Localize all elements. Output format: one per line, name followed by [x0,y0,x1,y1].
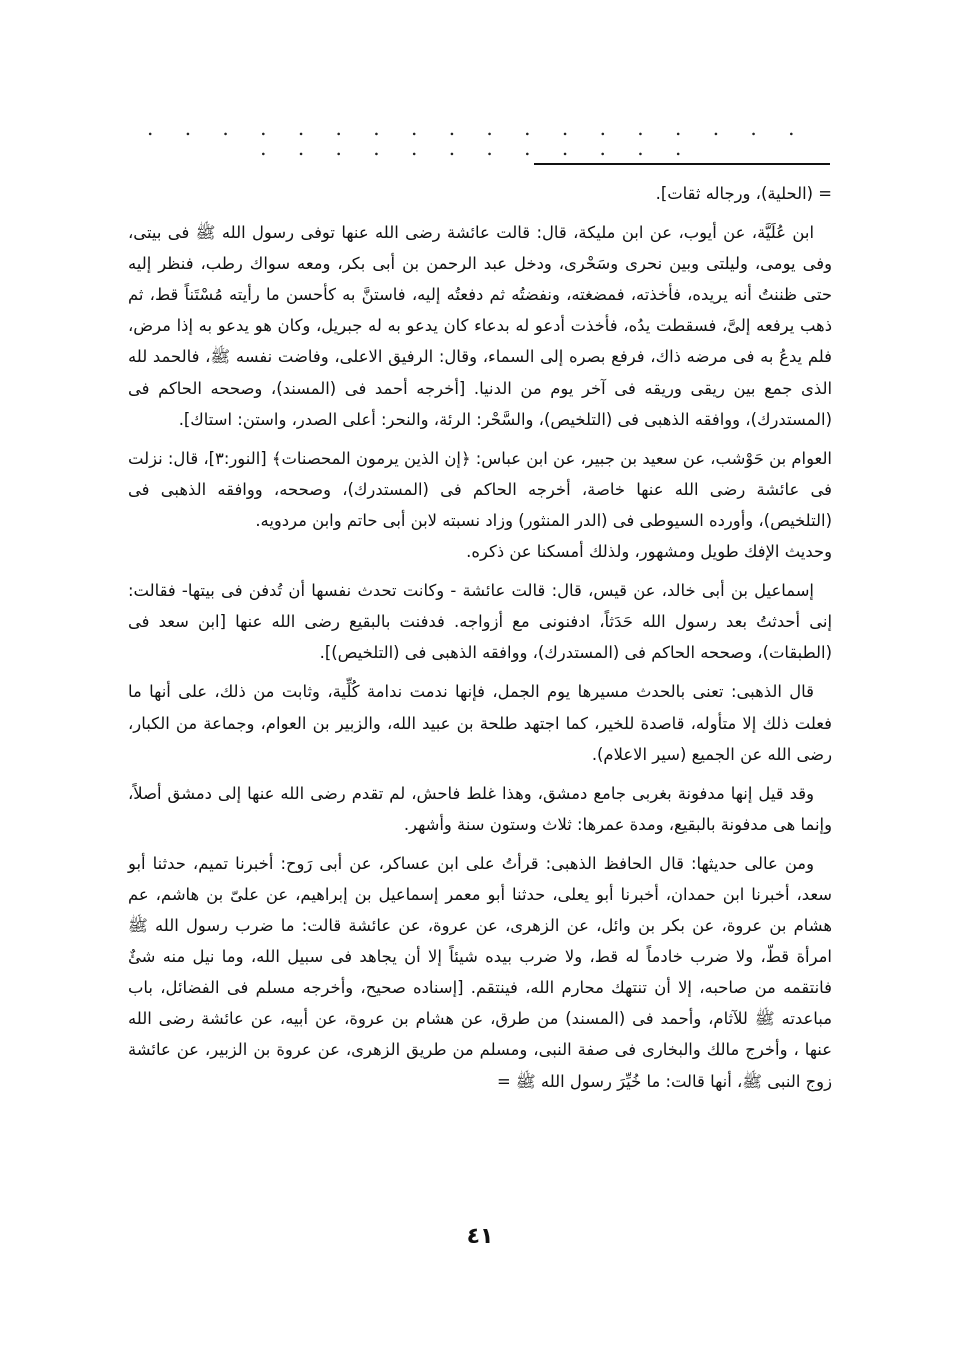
footnote-paragraph: وحديث الإفك طويل ومشهور، ولذلك أمسكنا عن ذكره. [466,542,832,562]
footnote-paragraph: إسماعيل بن أبى خالد، عن قيس، قال: قالت عائشة - وكانت تحدث نفسها أن تُدفن فى بيتها- فقالت: إنى أحدثتُ بعد رسول الله حَدَثاً، ادفنونى مع أزواجه. فدفنت بالبقيع رضى الله عنها [ابن سعد فى (الطبقات)، وصححه الحاكم فى (المستدرك)، ووافقه الذهبى فى (التلخيص)]. [128,581,832,663]
dotted-separator: . . . . . . . . . . . . . . . . . . . . . . . . . . . . . . [146,116,807,160]
footnote-paragraph: العوام بن حَوْشب، عن سعيد بن جبير، عن ابن عباس: ﴿إن الذين يرمون المحصنات﴾ [النور:٣]، قال: نزلت فى عائشة رضى الله عنها خاصة، أخرجه الحاكم فى (المستدرك)، وصححه، ووافقه الذهبى فى (التلخيص)، وأورده السيوطى فى (الدر المنثور) وزاد نسبته لابن أبى حاتم وابن مردويه. [127,448,832,530]
footnote-paragraph: وقد قيل إنها مدفونة بغربى جامع دمشق، وهذا غلط فاحش، لم تقدم رضى الله عنها إلى دمشق أصلاً، وإنما هى مدفونة بالبقيع، ومدة عمرها: ثلاث وستون سنة وأشهر. [128,783,832,834]
footnote-rule [534,163,830,165]
footnote-continuation: = (الحلية)، ورجاله ثقات]. [655,184,832,203]
footnote-paragraph: قال الذهبى: تعنى بالحدث مسيرها يوم الجمل، فإنها ندمت ندامة كُلِّية، وثابت من ذلك، على أنها ما فعلت ذلك إلا متأوله، قاصدة للخير، كما اجتهد طلحة بن عبيد الله، والزبير بن العوام، وجماعة من الكبار، رضى الله عن الجميع (سير الاعلام). [128,682,832,764]
page-number: ٤١ [466,1224,494,1249]
footnote-paragraph: ابن عُلَيَّة، عن أيوب، عن ابن مليكة، قال: قالت عائشة رضى الله عنها توفى رسول الله ﷺ فى بيتى، وفى يومى، وليلتى وبين نحرى وسَحْرى، ودخل عبد الرحمن بن أبى بكر، ومعه سواك رطب، فنظر إليه حتى ظننتُ أنه يريده، فأخذته، فمضغته، ونفضتُه ثم دفعتُه إليه، فاستنَّ به كأحسن ما رأيته مُسْتَناً قط، ثم ذهب يرفعه إلىَّ، فسقطت يدُه، فأخذت أدعو له بدعاء كان يدعو به له جبريل، وكان هو يدعو به إذا مرض، فلم يدعُ به فى مرضه ذاك، فرفع بصره إلى السماء، وقال: الرفيق الاعلى، وفاضت نفسه ﷺ، فالحمد لله الذى جمع بين ريقى وريقه فى آخر يوم من الدنيا. [أخرجه أحمد فى (المسند)، وصححه الحاكم فى (المستدرك)، ووافقه الذهبى فى (التلخيص)، والسَّحْر: الرئة، والنحر: أعلى الصدر، واستن: استاك]. [128,223,832,429]
footnote-paragraph: ومن عالى حديثها: قال الحافظ الذهبى: قرأتُ على ابن عساكر، عن أبى رَوح: أخبرنا تميم، حدثنا أبو سعد، أخبرنا ابن حمدان، أخبرنا أبو يعلى، حدثنا أبو معمر إسماعيل بن إبراهيم، عن علىّ بن هاشم، عم هشام بن عروة، عن بكر بن وائل، عن الزهرى، عن عروة، عن عائشة قالت: ما ضرب رسول الله ﷺ امرأة قطّ، ولا ضرب خادماً له قط، ولا ضرب بيده شيئاً إلا أن يجاهد فى سبيل الله، وما نيل منه شئٌ فانتقمه من صاحبه، إلا أن تنتهك محارم الله، فينتقم. [إسناده صحيح، وأخرجه مسلم فى الفضائل، باب مباعدته ﷺ للآثام، وأحمد فى (المسند) من طرق، عن هشام بن عروة، عن أبيه، عن عائشة رضى الله عنها ، وأخرج مالك والبخارى فى صفة النبى، ومسلم من طريق الزهرى، عن عروة بن الزبير، عن عائشة زوج النبى ﷺ، أنها قالت: ما خُيِّرَ رسول الله ﷺ = [128,853,832,1091]
footnotes-body [128,178,832,1097]
